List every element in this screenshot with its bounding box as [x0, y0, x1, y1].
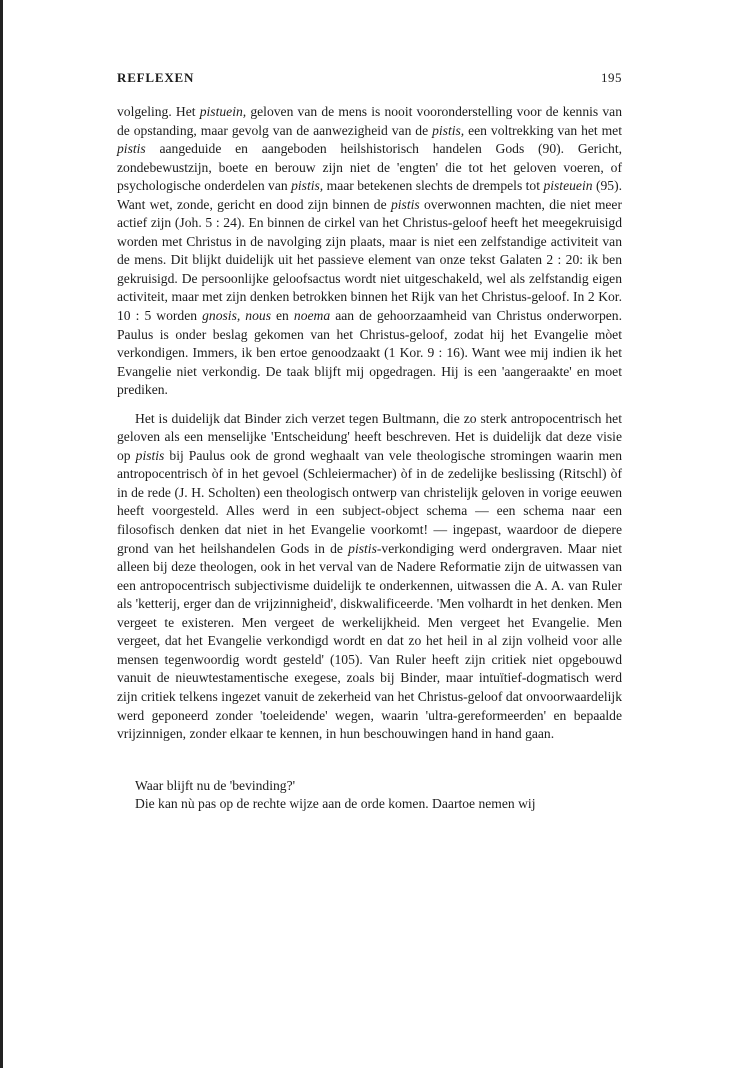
italic-term: gnosis, nous — [202, 308, 271, 324]
body-text — [117, 103, 622, 814]
text-run: bij Paulus ook de grond weghaalt van vele theologische stromingen waarin men antropocentrisch òf in het gevoel (Schleiermacher) òf in de zedelijke beslissing (Ritschl) òf in de rede (J. H. Scholten) een theologisch ontwerp van christelijk geloven in vorige eeuwen heeft voorgesteld. Alles werd in een subject-object schema — een schema naar een filosofisch denken dat niet in het Evangelie voorkomt! — ingepast, waardoor de diepere grond van het heilshandelen Gods in de — [117, 447, 622, 556]
italic-term: pistis, — [432, 122, 465, 138]
text-run: maar betekenen slechts de drempels tot — [323, 178, 544, 194]
book-page — [117, 70, 622, 814]
text-run: (95). Want wet, zonde, gericht en dood zijn binnen de — [117, 178, 622, 212]
italic-term: pistis — [117, 141, 146, 157]
text-run: overwonnen machten, die niet meer actief zijn (Joh. 5 : 24). En binnen de cirkel van het Christus-geloof heeft het meegekruisigd worden met Christus in de navolging zijn plaats, maar is niet een zelfstandige activiteit van de mens. Dit blijkt duidelijk uit het passieve element van onze tekst Galaten 2 : 20: ik ben gekruisigd. De persoonlijke geloofsactus wordt niet uitgeschakeld, wel als zelfstandig eigen activiteit, maar met zijn denken betrokken binnen het Rijk van het Christus-geloof. In 2 Kor. 10 : 5 worden — [117, 196, 622, 324]
paragraph-2 — [117, 410, 622, 744]
text-run: Die kan nù pas op de rechte wijze aan de orde komen. Daartoe nemen wij — [135, 796, 536, 812]
italic-term: pistis — [390, 196, 420, 212]
paragraph-4 — [117, 795, 622, 814]
text-run: -verkondiging werd ondergraven. Maar niet alleen bij deze theologen, ook in het verval van de Nadere Reformatie zijn de uitwassen van een antropocentrisch subjectivisme duidelijk te onderkennen, uitwassen die A. A. van Ruler als 'ketterij, erger dan de vrijzinnigheid', diskwalificeerde. 'Men volhardt in het denken. Men vergeet te existeren. Men vergeet de werkelijkheid. Men vergeet het Evangelie. Men vergeet, dat het Evangelie verkondigd wordt en dat zo het heil in al zijn volheid voor alle mensen tegenwoordig wordt gesteld' (105). Van Ruler heeft zijn critiek niet opgebouwd vanuit de nieuwtestamentische exegese, zoals bij Binder, maar intuïtief-dogmatisch werd zijn critiek telkens ingezet vanuit de zekerheid van het Christus-geloof dat onvoorwaardelijk werd geponeerd zonder 'toeleidende' wegen, waarin 'ultra-gereformeerden' en bepaalde vrijzinnigen, zonder elkaar te kennen, in hun beschouwingen hand in hand gaan. — [117, 540, 622, 742]
paragraph-1 — [117, 103, 622, 400]
italic-term: pistis — [348, 540, 377, 556]
text-run: en — [270, 308, 294, 324]
running-head-title: REFLEXEN — [117, 70, 195, 85]
paragraph-3 — [117, 777, 622, 796]
text-run: volgeling. Het — [117, 104, 200, 119]
text-run: aan de gehoorzaamheid van Christus onderworpen. Paulus is onder beslag gekomen van het Christus-geloof, zodat hij het Evangelie mòet verkondigen. Immers, ik ben ertoe genoodzaakt (1 Kor. 9 : 16). Want wee mij indien ik het Evangelie niet verkondig. De taak blijft mij opgedragen. Hij is een 'aangeraakte' en moet prediken. — [117, 308, 622, 398]
running-head — [117, 70, 622, 86]
text-run: Waar blijft nu de 'bevinding?' — [135, 777, 296, 793]
italic-term: noema — [293, 308, 331, 324]
italic-term: pistuein, — [199, 104, 247, 119]
page-binding-edge — [0, 0, 3, 1068]
italic-term: pistis, — [291, 178, 324, 194]
text-run: aangeduide en aangeboden heilshistorisch handelen Gods (90). Gericht, zondebewustzijn, boete en berouw zijn niet de 'engten' die tot het geloven voeren, of psychologische onderdelen van — [117, 141, 622, 194]
text-run: een voltrekking van het met — [464, 122, 622, 138]
text-run: Het is duidelijk dat Binder zich verzet tegen Bultmann, die zo sterk antropocentrisch het geloven als een menselijke 'Entscheidung' heeft beschreven. Het is duidelijk dat deze visie op — [117, 410, 622, 463]
text-run: geloven van de mens is nooit vooronderstelling voor de kennis van de opstanding, maar gevolg van de aanwezigheid van de — [117, 104, 622, 138]
page-number: 195 — [601, 70, 622, 85]
italic-term: pisteuein — [543, 178, 593, 194]
italic-term: pistis — [135, 447, 165, 463]
